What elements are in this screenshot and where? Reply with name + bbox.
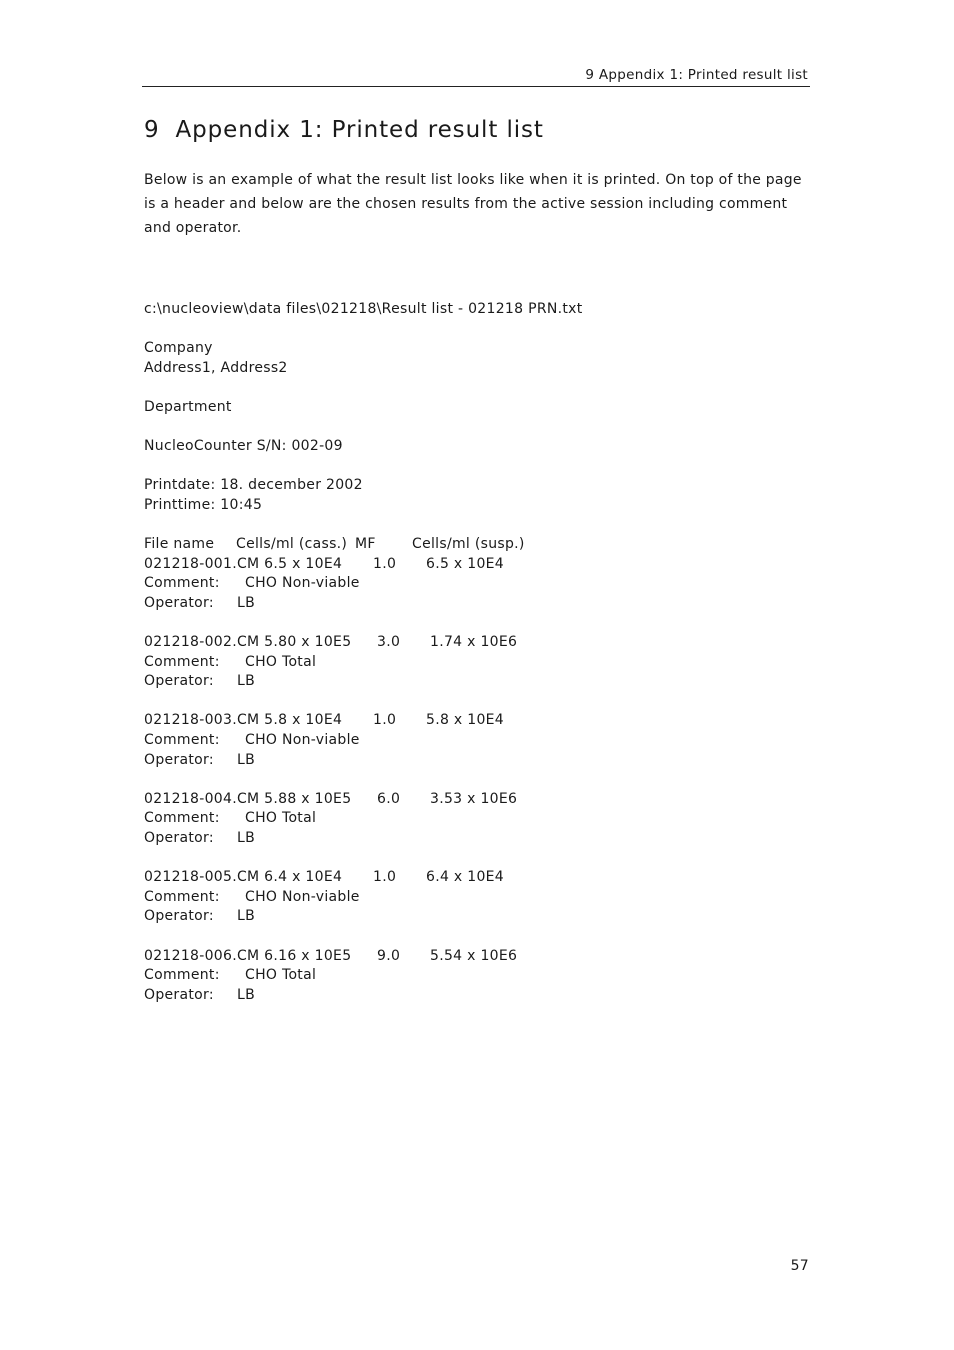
operator-label: Operator: (144, 594, 214, 611)
intro-paragraph: Below is an example of what the result list looks like when it is printed. On top of the page is a header and below are the chosen results from the active session including comment and operator. (144, 172, 802, 236)
result-entry (144, 790, 744, 849)
comment-line (144, 809, 744, 829)
comment-label: Comment: (144, 653, 220, 670)
result-cells-susp: 5.8 x 10E4 (426, 712, 505, 729)
operator-value: LB (237, 986, 256, 1003)
result-row (144, 868, 744, 888)
result-file-cells: 021218-006.CM 6.16 x 10E5 (144, 947, 352, 964)
result-file-cells: 021218-004.CM 5.88 x 10E5 (144, 790, 352, 807)
result-row (144, 555, 744, 575)
comment-value: CHO Non-viable (245, 732, 360, 749)
comment-label: Comment: (144, 810, 220, 827)
comment-label: Comment: (144, 732, 220, 749)
department-line: Department (144, 398, 232, 415)
operator-line (144, 751, 744, 771)
file-path: c:\nucleoview\data files\021218\Result list - 021218 PRN.txt (144, 301, 583, 317)
result-entry (144, 555, 744, 614)
comment-line (144, 888, 744, 908)
chapter-number: 9 (144, 117, 160, 143)
operator-value: LB (237, 908, 256, 925)
result-mf: 3.0 (377, 634, 401, 651)
result-row (144, 947, 744, 967)
result-cells-susp: 1.74 x 10E6 (430, 634, 518, 651)
result-mf: 1.0 (373, 712, 397, 729)
operator-label: Operator: (144, 673, 214, 690)
result-entry (144, 947, 744, 1006)
result-file-cells: 021218-003.CM 5.8 x 10E4 (144, 712, 343, 729)
comment-line (144, 731, 744, 751)
column-header-file-name: File name (144, 536, 215, 553)
result-cells-susp: 3.53 x 10E6 (430, 790, 518, 807)
operator-value: LB (237, 594, 256, 611)
serial-number-line: NucleoCounter S/N: 002-09 (144, 438, 343, 455)
comment-value: CHO Total (245, 967, 317, 984)
operator-label: Operator: (144, 908, 214, 925)
operator-label: Operator: (144, 986, 214, 1003)
comment-line (144, 653, 744, 673)
operator-line (144, 594, 744, 614)
result-entry (144, 711, 744, 770)
page-number: 57 (790, 1258, 809, 1274)
comment-label: Comment: (144, 967, 220, 984)
result-file-cells: 021218-002.CM 5.80 x 10E5 (144, 634, 352, 651)
operator-line (144, 986, 744, 1006)
comment-value: CHO Total (245, 810, 317, 827)
result-mf: 6.0 (377, 790, 401, 807)
comment-label: Comment: (144, 575, 220, 592)
column-header-mf: MF (355, 536, 376, 553)
result-cells-susp: 5.54 x 10E6 (430, 947, 518, 964)
printed-result-list (144, 300, 744, 1005)
address-line: Address1, Address2 (144, 359, 288, 376)
company-line: Company (144, 340, 213, 357)
result-mf: 1.0 (373, 555, 397, 572)
column-header-row (144, 535, 744, 555)
result-entry (144, 868, 744, 927)
operator-value: LB (237, 830, 256, 847)
operator-label: Operator: (144, 830, 214, 847)
comment-label: Comment: (144, 888, 220, 905)
operator-value: LB (237, 673, 256, 690)
result-entry (144, 633, 744, 692)
result-cells-susp: 6.5 x 10E4 (426, 555, 505, 572)
result-mf: 1.0 (373, 869, 397, 886)
chapter-title-text: Appendix 1: Printed result list (175, 117, 544, 143)
chapter-title (144, 114, 544, 146)
comment-line (144, 966, 744, 986)
running-header: 9 Appendix 1: Printed result list (142, 66, 810, 87)
result-row (144, 633, 744, 653)
result-row (144, 711, 744, 731)
result-cells-susp: 6.4 x 10E4 (426, 869, 505, 886)
result-row (144, 790, 744, 810)
operator-label: Operator: (144, 751, 214, 768)
result-mf: 9.0 (377, 947, 401, 964)
operator-line (144, 672, 744, 692)
operator-line (144, 829, 744, 849)
operator-line (144, 907, 744, 927)
result-file-cells: 021218-005.CM 6.4 x 10E4 (144, 869, 343, 886)
print-date-line: Printdate: 18. december 2002 (144, 477, 363, 494)
column-header-cells-susp: Cells/ml (susp.) (412, 536, 525, 553)
comment-value: CHO Total (245, 653, 317, 670)
column-header-cells-cass: Cells/ml (cass.) (236, 536, 348, 553)
comment-value: CHO Non-viable (245, 575, 360, 592)
result-file-cells: 021218-001.CM 6.5 x 10E4 (144, 555, 343, 572)
operator-value: LB (237, 751, 256, 768)
print-time-line: Printtime: 10:45 (144, 496, 263, 513)
comment-line (144, 574, 744, 594)
comment-value: CHO Non-viable (245, 888, 360, 905)
